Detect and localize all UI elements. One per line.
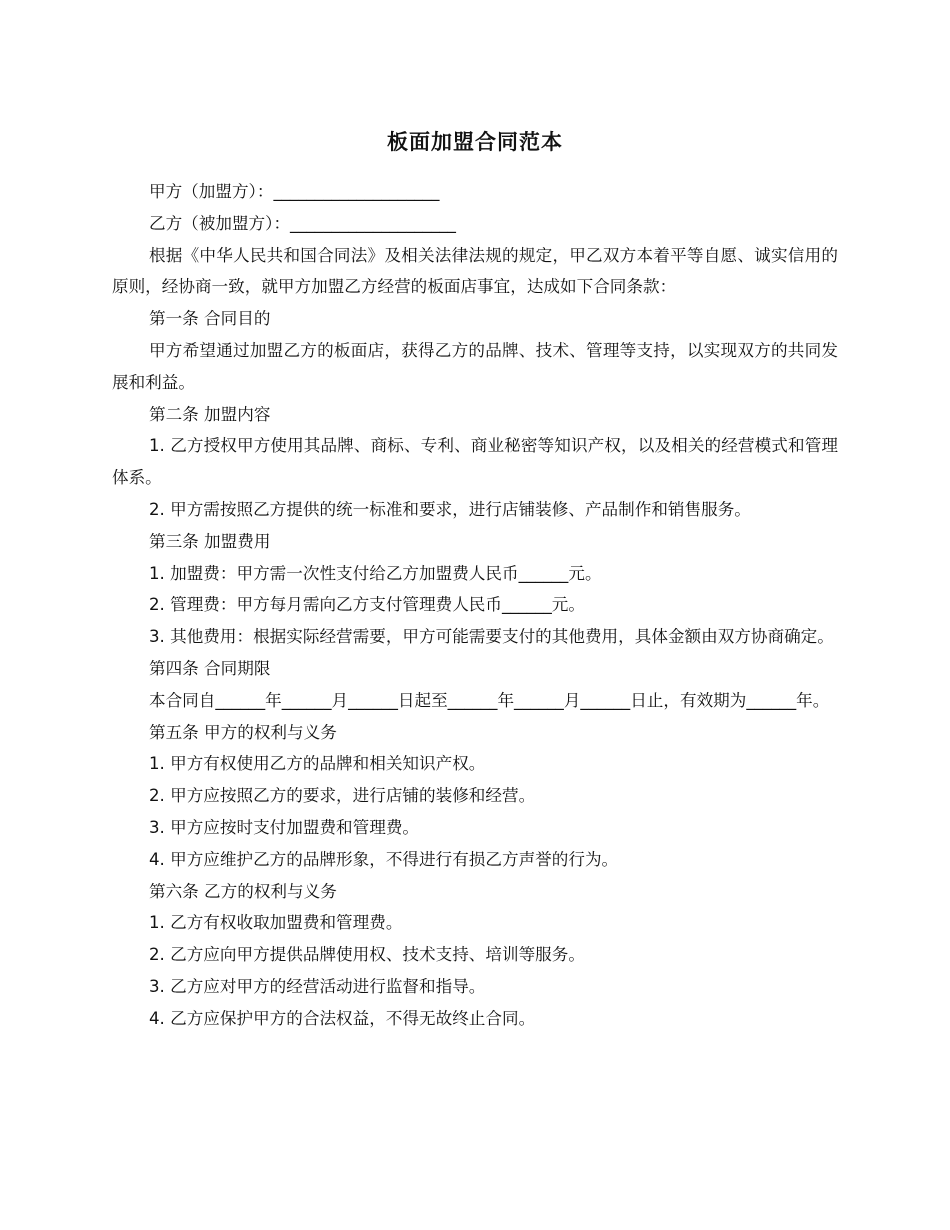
article-6-item-4: 4. 乙方应保护甲方的合法权益，不得无故终止合同。 <box>149 1008 536 1028</box>
article-1-heading: 第一条 合同目的 <box>149 309 271 329</box>
article-6-item-1: 1. 乙方有权收取加盟费和管理费。 <box>149 913 403 933</box>
article-4-text: 本合同自______年______月______日起至______年______月______日止，有效期为______年。 <box>149 690 830 710</box>
article-5-heading: 第五条 甲方的权利与义务 <box>149 722 337 742</box>
article-5-item-2: 2. 甲方应按照乙方的要求，进行店铺的装修和经营。 <box>149 786 536 806</box>
party-a-line: 甲方（加盟方）：____________________ <box>149 182 440 201</box>
article-3-item-2: 2. 管理费：甲方每月需向乙方支付管理费人民币______元。 <box>149 595 585 615</box>
article-2-heading: 第二条 加盟内容 <box>149 404 271 424</box>
article-5-item-4: 4. 甲方应维护乙方的品牌形象，不得进行有损乙方声誉的行为。 <box>149 849 619 869</box>
preamble: 根据《中华人民共和国合同法》及相关法律法规的规定，甲乙双方本着平等自愿、诚实信用的原则，经协商一致，就甲方加盟乙方经营的板面店事宜，达成如下合同条款： <box>112 245 838 297</box>
article-3-item-1: 1. 加盟费：甲方需一次性支付给乙方加盟费人民币______元。 <box>149 563 602 583</box>
article-5-item-3: 3. 甲方应按时支付加盟费和管理费。 <box>149 817 420 837</box>
article-5-item-1: 1. 甲方有权使用乙方的品牌和相关知识产权。 <box>149 754 486 774</box>
article-2-item-1: 1. 乙方授权甲方使用其品牌、商标、专利、商业秘密等知识产权，以及相关的经营模式和管理体系。 <box>112 436 838 488</box>
article-1-text: 甲方希望通过加盟乙方的板面店，获得乙方的品牌、技术、管理等支持，以实现双方的共同发展和利益。 <box>112 340 838 392</box>
article-2-item-2: 2. 甲方需按照乙方提供的统一标准和要求，进行店铺装修、产品制作和销售服务。 <box>149 499 751 519</box>
article-3-heading: 第三条 加盟费用 <box>149 531 271 551</box>
article-6-item-3: 3. 乙方应对甲方的经营活动进行监督和指导。 <box>149 976 486 996</box>
article-6-item-2: 2. 乙方应向甲方提供品牌使用权、技术支持、培训等服务。 <box>149 945 585 965</box>
article-6-heading: 第六条 乙方的权利与义务 <box>149 881 337 901</box>
document-title: 板面加盟合同范本 <box>387 130 563 154</box>
document-body <box>112 176 838 1035</box>
article-4-heading: 第四条 合同期限 <box>149 658 271 678</box>
party-b-line: 乙方（被加盟方）：____________________ <box>149 213 456 233</box>
article-3-item-3: 3. 其他费用：根据实际经营需要，甲方可能需要支付的其他费用，具体金额由双方协商确定。 <box>149 627 834 647</box>
